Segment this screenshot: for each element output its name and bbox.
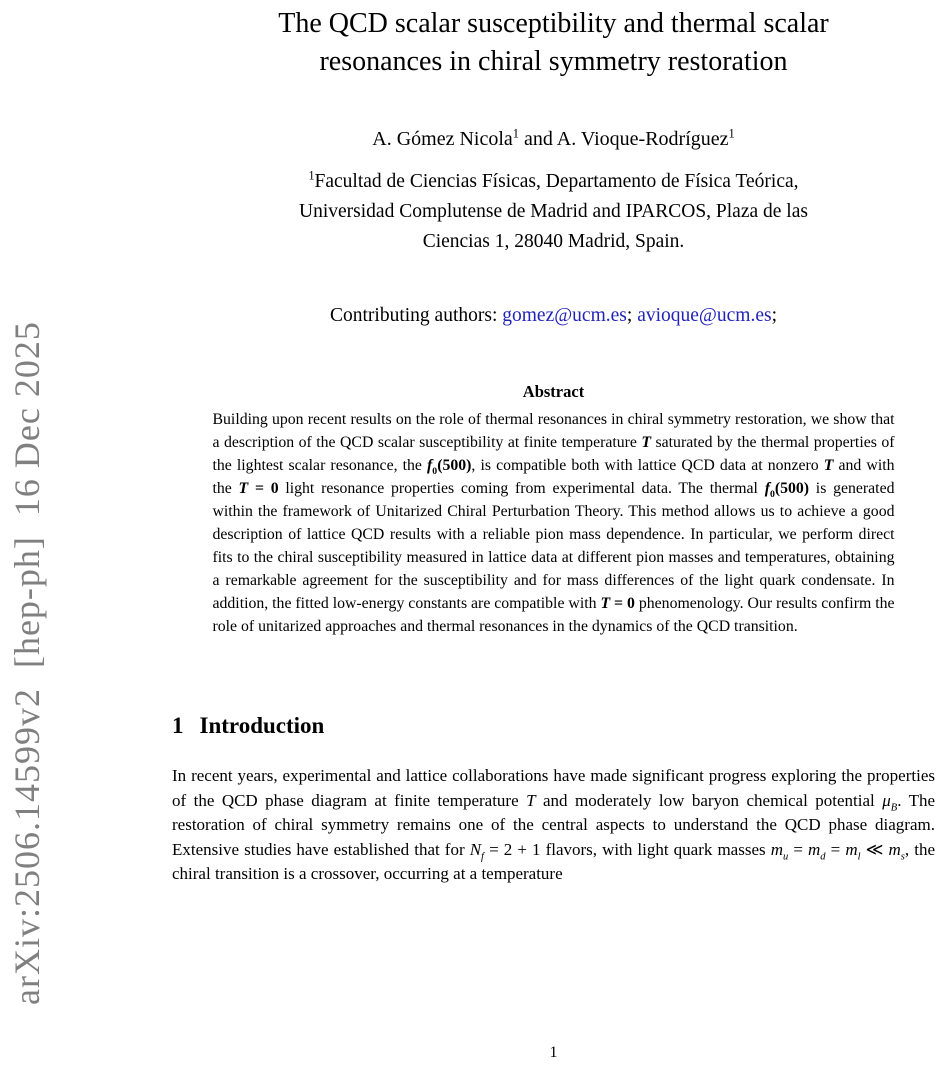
paper-content (172, 0, 935, 904)
email-link-avioque[interactable]: avioque@ucm.es (637, 305, 772, 326)
paper-title-line-2: resonances in chiral symmetry restoration (319, 46, 788, 77)
affiliation-line-3: Ciencias 1, 28040 Madrid, Spain. (422, 231, 685, 252)
email-link-gomez[interactable]: gomez@ucm.es (502, 305, 627, 326)
email-separator: ; (626, 305, 638, 326)
introduction-paragraph: In recent years, experimental and lattice collaborations have made significant progress exploring the properties of the QCD phase diagram at finite temperature T and moderately low baryon chemical potential $\mu_B$. The restoration of chiral symmetry remains one of the central aspects to understand the QCD phase diagram. Extensive studies have established that for $N_f = 2 + 1$ flavors, with light quark masses $m_u = m_d = m_l$ ≪ $m_s$, the chiral transition is a crossover, occurring at a temperature (172, 766, 936, 883)
section-number: 1 (172, 713, 184, 738)
section-title: Introduction (199, 713, 325, 738)
contributing-authors-line (172, 303, 935, 329)
section-heading-introduction (172, 711, 935, 741)
contributing-authors-label: Contributing authors: (330, 305, 503, 326)
arxiv-watermark: arXiv:2506.14599v2 [hep-ph] 16 Dec 2025 (7, 321, 47, 1005)
affiliation-block (172, 167, 935, 257)
page-number: 1 (549, 1044, 558, 1061)
email-terminator: ; (771, 305, 777, 326)
authors-line: A. Gómez Nicola$^1$ and A. Vioque-Rodríguez$^1$ (372, 126, 735, 150)
paper-title-line-1: The QCD scalar susceptibility and thermal scalar (278, 8, 829, 39)
abstract-heading: Abstract (522, 382, 585, 401)
paper-title (172, 5, 935, 81)
affiliation-line-2: Universidad Complutense de Madrid and IPARCOS, Plaza de las (299, 201, 808, 222)
affiliation-line-1: $^1$Facultad de Ciencias Físicas, Departamento de Física Teórica, (308, 168, 799, 192)
abstract-body: Building upon recent results on the role of thermal resonances in chiral symmetry restoration, we show that a description of the QCD scalar susceptibility at finite temperature T saturated by the thermal properties of the lightest scalar resonance, the $f_0(500)$, is compatible both with lattice QCD data at nonzero T and with the T = 0 light resonance properties coming from experimental data. The thermal $f_0(500)$ is generated within the framework of Unitarized Chiral Perturbation Theory. This method allows us to achieve a good description of lattice QCD results with a reliable pion mass dependence. In particular, we perform direct fits to the chiral susceptibility measured in lattice data at different pion masses and temperatures, obtaining a remarkable agreement for the susceptibility and for mass differences of the light quark condensate. In addition, the fitted low-energy constants are compatible with T = 0 phenomenology. Our results confirm the role of unitarized approaches and thermal resonances in the dynamics of the QCD transition. (212, 411, 895, 635)
